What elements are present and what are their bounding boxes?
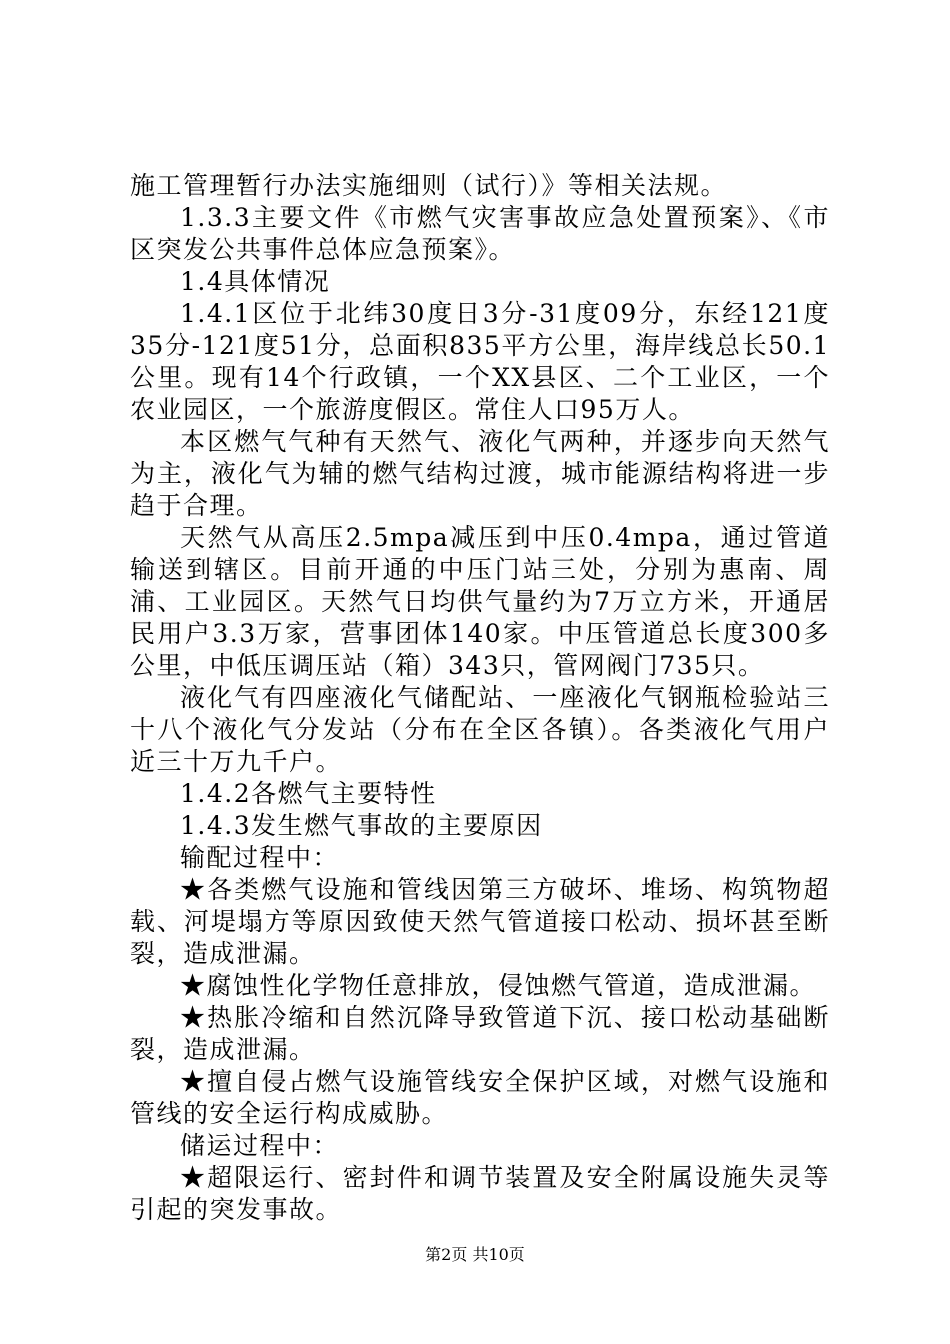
- list-item: ★热胀冷缩和自然沉降导致管道下沉、接口松动基础断裂，造成泄漏。: [130, 1003, 830, 1064]
- paragraph: 液化气有四座液化气储配站、一座液化气钢瓶检验站三十八个液化气分发站（分布在全区各镇）。各类液化气用户近三十万九千户。: [130, 683, 830, 776]
- section-heading: 1.4具体情况: [180, 267, 331, 296]
- paragraph: 本区燃气气种有天然气、液化气两种，并逐步向天然气为主，液化气为辅的燃气结构过渡，城市能源结构将进一步趋于合理。: [130, 427, 830, 520]
- paragraph: 输配过程中：: [180, 843, 340, 872]
- paragraph: 1.3.3主要文件《市燃气灾害事故应急处置预案》、《市区突发公共事件总体应急预案》。: [130, 203, 830, 264]
- document-body: [130, 170, 830, 1226]
- paragraph: 施工管理暂行办法实施细则（试行）》等相关法规。: [130, 171, 728, 200]
- list-item: ★腐蚀性化学物任意排放，侵蚀燃气管道，造成泄漏。: [180, 971, 817, 1000]
- page-number: 第2页 共10页: [425, 1245, 525, 1264]
- paragraph: 天然气从高压2.5mpa减压到中压0.4mpa，通过管道输送到辖区。目前开通的中压门站三处，分别为惠南、周浦、工业园区。天然气日均供气量约为7万立方米，开通居民用户3.3万家，营事团体140家。中压管道总长度300多公里，中低压调压站（箱）343只，管网阀门735只。: [130, 523, 830, 680]
- section-heading: 1.4.2各燃气主要特性: [180, 779, 437, 808]
- list-item: ★擅自侵占燃气设施管线安全保护区域，对燃气设施和管线的安全运行构成威胁。: [130, 1067, 830, 1128]
- paragraph: 1.4.1区位于北纬30度日3分-31度09分，东经121度35分-121度51分，总面积835平方公里，海岸线总长50.1公里。现有14个行政镇，一个XX县区、二个工业区，一个农业园区，一个旅游度假区。常住人口95万人。: [130, 299, 830, 424]
- paragraph: 储运过程中：: [180, 1131, 340, 1160]
- section-heading: 1.4.3发生燃气事故的主要原因: [180, 811, 543, 840]
- list-item: ★超限运行、密封件和调节装置及安全附属设施失灵等引起的突发事故。: [130, 1163, 830, 1224]
- list-item: ★各类燃气设施和管线因第三方破坏、堆场、构筑物超载、河堤塌方等原因致使天然气管道接口松动、损坏甚至断裂，造成泄漏。: [130, 875, 830, 968]
